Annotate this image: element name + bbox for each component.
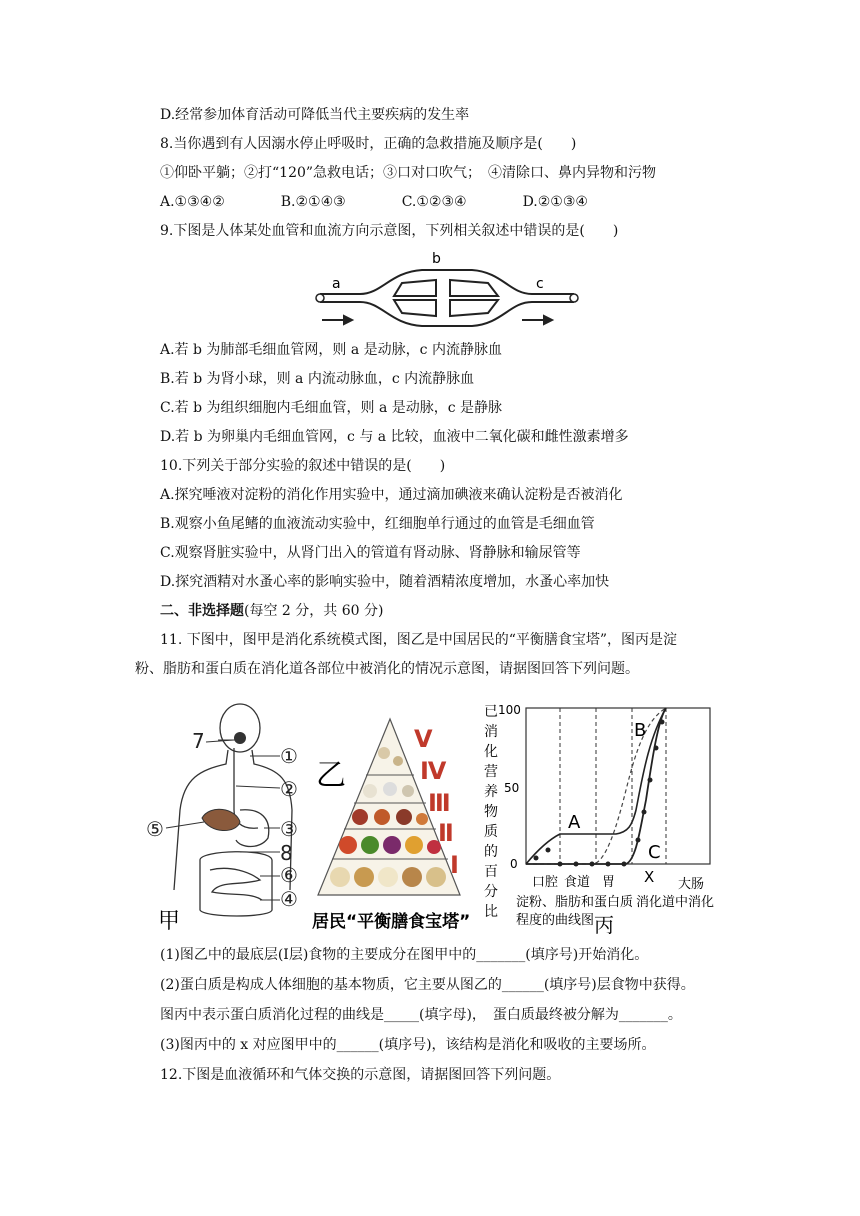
digestion-curve-figure bbox=[476, 700, 726, 940]
q8-stem: 8.当你遇到有人因溺水停止呼吸时，正确的急救措施及顺序是( ) bbox=[160, 136, 577, 152]
q9-option-b: B.若 b 为肾小球，则 a 内流动脉血，c 内流静脉血 bbox=[160, 371, 475, 387]
curve-label-a: A bbox=[568, 812, 581, 833]
ylabel-char-7: 质 bbox=[484, 824, 498, 840]
vessel-label-c: c bbox=[536, 276, 544, 292]
ylabel-char-11: 比 bbox=[484, 904, 498, 920]
jia-label-5: ⑤ bbox=[146, 817, 164, 841]
flow-arrow-right bbox=[522, 316, 552, 324]
jia-label-1: ① bbox=[280, 744, 298, 768]
q10-option-a: A.探究唾液对淀粉的消化作用实验中，通过滴加碘液来确认淀粉是否被消化 bbox=[160, 487, 623, 503]
jia-caption: 甲 bbox=[158, 909, 181, 934]
level-5: Ⅴ bbox=[414, 725, 433, 753]
yi-title: 居民“平衡膳食宝塔” bbox=[312, 912, 470, 932]
q8-options: A.①③④② B.②①④③ C.①②③④ D.②①③④ bbox=[160, 194, 588, 210]
ylabel-char-10: 分 bbox=[484, 884, 498, 900]
ylabel-char-3: 化 bbox=[484, 744, 498, 760]
ylabel-char-2: 消 bbox=[484, 724, 498, 740]
bing-subtitle-3: 消化道中消化 bbox=[636, 895, 715, 910]
ytick-50: 50 bbox=[504, 781, 520, 795]
q10-option-b: B.观察小鱼尾鳍的血液流动实验中，红细胞单行通过的血管是毛细血管 bbox=[160, 516, 595, 532]
level-3: Ⅲ bbox=[428, 789, 451, 817]
q11-sub1: (1)图乙中的最底层(Ⅰ层)食物的主要成分在图甲中的_______(填序号)开始消化。 bbox=[160, 947, 649, 963]
bing-xticks bbox=[532, 868, 704, 892]
q12-stem: 12.下图是血液循环和气体交换的示意图，请据图回答下列问题。 bbox=[160, 1067, 561, 1083]
ylabel-char-6: 物 bbox=[484, 804, 498, 820]
bing-ylabel bbox=[484, 704, 498, 920]
bing-subtitle-1: 淀粉、脂肪和蛋白质 bbox=[516, 895, 634, 910]
q9-option-c: C.若 b 为组织细胞内毛细血管，则 a 是动脉，c 是静脉 bbox=[160, 400, 503, 416]
jia-label-6: ⑥ bbox=[280, 863, 298, 887]
curve-label-c: C bbox=[648, 842, 661, 863]
ylabel-char-1: 已 bbox=[484, 704, 498, 720]
ytick-0: 0 bbox=[510, 857, 518, 871]
digestive-system-figure bbox=[140, 700, 310, 935]
q11-stem-line1: 11. 下图中，图甲是消化系统模式图，图乙是中国居民的“平衡膳食宝塔”，图丙是淀 bbox=[160, 632, 678, 648]
vessel-figure bbox=[312, 250, 580, 332]
level-4: Ⅳ bbox=[420, 757, 447, 785]
section-2-heading bbox=[160, 601, 383, 621]
jia-label-8: 8 bbox=[280, 841, 293, 865]
ylabel-char-8: 的 bbox=[484, 844, 498, 860]
q11-sub2-line1: (2)蛋白质是构成人体细胞的基本物质，它主要从图乙的______(填序号)层食物中获得。 bbox=[160, 977, 695, 993]
jia-label-7: 7 bbox=[192, 729, 205, 753]
q11-sub3: (3)图丙中的 x 对应图甲中的______(填序号)，该结构是消化和吸收的主要场所。 bbox=[160, 1037, 656, 1053]
q10-option-d: D.探究酒精对水蚤心率的影响实验中，随着酒精浓度增加，水蚤心率加快 bbox=[160, 574, 610, 590]
vessel-label-a: a bbox=[332, 276, 341, 292]
level-1: Ⅰ bbox=[450, 851, 459, 879]
xtick-mouth: 口腔 bbox=[532, 875, 559, 890]
food-pyramid-figure bbox=[310, 705, 470, 935]
bing-caption: 丙 bbox=[594, 913, 614, 937]
jia-label-2: ② bbox=[280, 777, 298, 801]
yi-caption: 乙 bbox=[316, 758, 346, 793]
curve-label-b: B bbox=[634, 720, 647, 741]
xtick-x: X bbox=[644, 868, 655, 886]
ylabel-char-9: 百 bbox=[484, 864, 498, 880]
xtick-stomach: 胃 bbox=[602, 875, 616, 890]
q11-stem-line2: 粉、脂肪和蛋白质在消化道各部位中被消化的情况示意图，请据图回答下列问题。 bbox=[135, 661, 639, 677]
ytick-100: 100 bbox=[498, 703, 521, 717]
q8-items: ①仰卧平躺；②打“120”急救电话；③口对口吹气； ④清除口、鼻内异物和污物 bbox=[160, 165, 657, 181]
xtick-large-intestine: 大肠 bbox=[678, 877, 705, 892]
q10-stem: 10.下列关于部分实验的叙述中错误的是( ) bbox=[160, 458, 446, 474]
section-2-title: 二、非选择题 bbox=[160, 603, 244, 619]
q9-option-a: A.若 b 为肺部毛细血管网，则 a 是动脉，c 内流静脉血 bbox=[160, 342, 502, 358]
q10-option-c: C.观察肾脏实验中，从肾门出入的管道有肾动脉、肾静脉和输尿管等 bbox=[160, 545, 581, 561]
bing-yticks bbox=[498, 703, 521, 871]
vessel-label-b: b bbox=[432, 251, 441, 267]
bing-subtitle-2: 程度的曲线图 bbox=[516, 913, 595, 928]
jia-label-3: ③ bbox=[280, 817, 298, 841]
q9-option-d: D.若 b 为卵巢内毛细血管网，c 与 a 比较，血液中二氧化碳和雌性激素增多 bbox=[160, 429, 629, 445]
ylabel-char-5: 养 bbox=[484, 784, 498, 800]
q7-option-d: D.经常参加体育活动可降低当代主要疾病的发生率 bbox=[160, 107, 470, 123]
ylabel-char-4: 营 bbox=[484, 764, 498, 780]
level-2: Ⅱ bbox=[438, 819, 454, 847]
xtick-esophagus: 食道 bbox=[564, 875, 591, 890]
q11-sub2-line2: 图丙中表示蛋白质消化过程的曲线是_____(填字母)， 蛋白质最终被分解为_______。 bbox=[160, 1007, 682, 1023]
q9-stem: 9.下图是人体某处血管和血流方向示意图，下列相关叙述中错误的是( ) bbox=[160, 223, 619, 239]
jia-label-4: ④ bbox=[280, 887, 298, 911]
flow-arrow-left bbox=[322, 316, 352, 324]
section-2-note: (每空 2 分，共 60 分) bbox=[244, 603, 384, 619]
